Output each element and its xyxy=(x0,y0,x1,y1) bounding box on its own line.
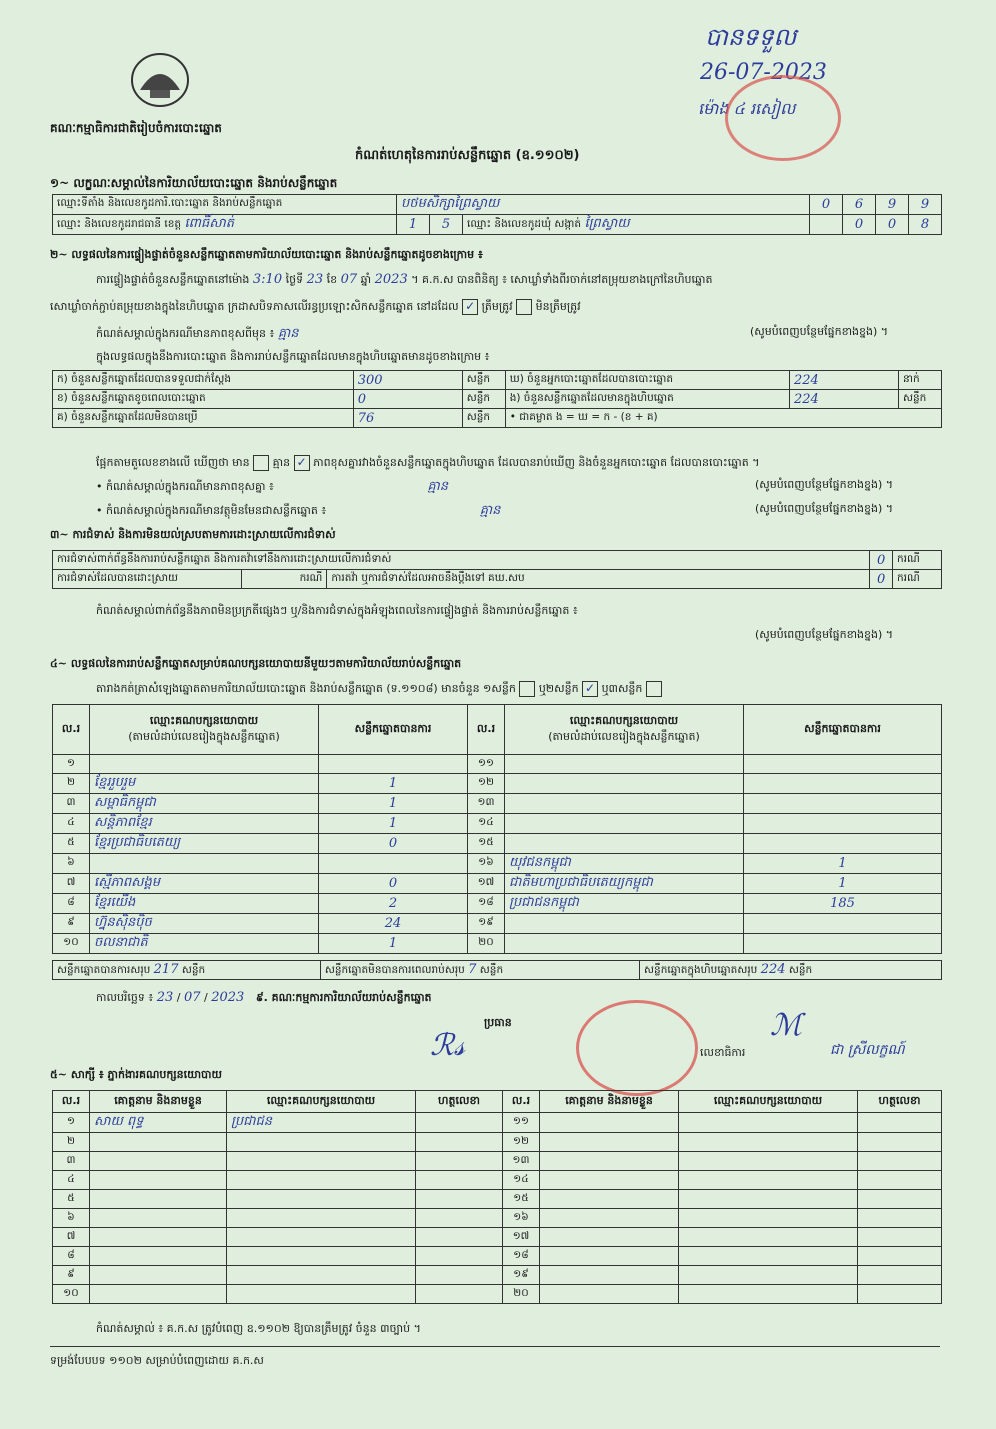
secretary-signature: ℳ xyxy=(770,1008,803,1043)
row-number: ៣ xyxy=(53,794,90,814)
footer-form: ទម្រង់បែបបទ ១១០២ សម្រាប់បំពេញដោយ គ.ក.ស xyxy=(50,1354,264,1367)
row-number: ១០ xyxy=(53,934,90,954)
party-votes xyxy=(744,794,942,814)
witness-name xyxy=(540,1285,679,1304)
row-number: ១៤ xyxy=(503,1171,540,1190)
party-name xyxy=(505,755,744,774)
province-code-digit: 1 xyxy=(397,215,430,235)
province-value: ពោធិ៍សាត់ xyxy=(184,216,234,231)
station-label: ឈ្មោះទីតាំង និងលេខកូដការិ.បោះឆ្នោត និងរាប់សន្លឹកឆ្នោត xyxy=(53,195,397,215)
witness-signature xyxy=(858,1209,942,1228)
correct-checkbox[interactable]: ✓ xyxy=(462,299,478,315)
row-number: ១៥ xyxy=(503,1190,540,1209)
diff-hint: (សូមបំពេញបន្ថែមផ្នែកខាងខ្នង) ។ xyxy=(755,478,894,491)
station-code-digit: 6 xyxy=(843,195,876,215)
station-code-digit: 9 xyxy=(909,195,942,215)
witness-signature xyxy=(416,1285,503,1304)
table-row xyxy=(53,1133,942,1152)
ballot-count-table xyxy=(52,370,942,428)
commune-code-digit: 0 xyxy=(876,215,909,235)
party-votes xyxy=(744,774,942,794)
witness-name xyxy=(90,1133,227,1152)
row-number: ៩ xyxy=(53,914,90,934)
witness-signature xyxy=(858,1285,942,1304)
secretary-name: ជា ស្រីលក្ខណ៍ xyxy=(830,1042,905,1058)
totals-table: សន្លឹកឆ្នោតបានការសរុប 217 សន្លឹក សន្លឹកឆ្នោតមិនបានការពេលរាប់សរុប 7 សន្លឹក សន្លឹកឆ្នោតក្នុងហិបឆ្នោតសរុប 224 សន្លឹក xyxy=(52,960,942,980)
party-votes xyxy=(319,854,468,874)
row-number: ១៦ xyxy=(503,1209,540,1228)
witness-party xyxy=(679,1133,858,1152)
table-row xyxy=(53,934,942,954)
row-number: ៧ xyxy=(53,1228,90,1247)
table-row xyxy=(53,1171,942,1190)
sheet-count-line: តារាងកត់ត្រាសំឡេងឆ្នោតតាមការិយាល័យបោះឆ្នោត និងរាប់សន្លឹកឆ្នោត (ទ.១១០៨) មានចំនួន ១សន្លឹក ឬ២សន្លឹក ✓ ឬ៣សន្លឹក xyxy=(96,681,662,698)
table-row: ខ) ចំនួនសន្លឹកឆ្នោតខូចពេលបោះឆ្នោត 0 សន្លឹក ង) ចំនួនសន្លឹកឆ្នោតដែលមានក្នុងហិបឆ្នោត 224 សន្លឹក xyxy=(53,390,942,409)
commune-value: ព្រៃស្វាយ xyxy=(584,216,630,231)
table-row xyxy=(53,1113,942,1133)
witness-signature xyxy=(858,1228,942,1247)
row-number: ៨ xyxy=(53,1247,90,1266)
no-diff-checkbox[interactable]: ✓ xyxy=(294,455,310,471)
witness-signature xyxy=(858,1171,942,1190)
total-valid: 217 xyxy=(153,961,179,977)
province-label: ឈ្មោះ និងលេខកូដរាជធានី ខេត្ត xyxy=(57,218,182,230)
secretary-label: លេខាធិការ xyxy=(700,1046,746,1059)
chair-signature: ℛ𝓈 xyxy=(430,1028,465,1063)
verify-time: 3:10 xyxy=(252,272,283,287)
one-sheet-checkbox[interactable] xyxy=(519,681,535,697)
row-number: ២ xyxy=(53,1133,90,1152)
total-box: 224 xyxy=(760,961,786,977)
party-votes: 1 xyxy=(319,934,468,954)
row-number: ៧ xyxy=(53,874,90,894)
row-number: ១៩ xyxy=(468,914,505,934)
table-row xyxy=(53,794,942,814)
witness-party xyxy=(679,1171,858,1190)
three-sheet-checkbox[interactable] xyxy=(646,681,662,697)
row-number: ៥ xyxy=(53,834,90,854)
emblem-icon xyxy=(128,50,192,108)
party-name: ស្មើភាពសង្គម xyxy=(90,874,319,894)
verification-line2: សោឃ្លាំចាក់ភ្ជាប់តម្រុយខាងក្នុងនៃហិបឆ្នោត ក្រដាសបិទភាសលើរន្ធប្រឡោះសិកសន្លឹកឆ្នោត នៅដដែល ✓ ត្រឹមត្រូវ មិនត្រឹមត្រូវ xyxy=(50,299,581,313)
witness-signature xyxy=(416,1152,503,1171)
station-value: បថមសិក្សាព្រៃស្វាយ xyxy=(397,195,810,215)
objection-hint: (សូមបំពេញបន្ថែមផ្នែកខាងខ្នង) ។ xyxy=(755,628,894,641)
committee-stamp-icon xyxy=(576,1000,698,1096)
witness-name xyxy=(90,1266,227,1285)
row-number: ១២ xyxy=(503,1133,540,1152)
station-table xyxy=(52,194,942,235)
org-name: គណៈកម្មាធិការជាតិរៀបចំការបោះឆ្នោត xyxy=(50,121,222,135)
row-number: ១៤ xyxy=(468,814,505,834)
section1-title: ១~ លក្ខណៈសម្គាល់នៃការិយាល័យបោះឆ្នោត និងរាប់សន្លឹកឆ្នោត xyxy=(50,176,338,190)
row-number: ៩ xyxy=(53,1266,90,1285)
party-votes: 1 xyxy=(744,854,942,874)
witness-table: ល.រ គោត្តនាម និងនាមខ្លួន ឈ្មោះគណបក្សនយោបាយ ហត្ថលេខា ល.រ គោត្តនាម និងនាមខ្លួន ឈ្មោះគណបក្សនយោបាយ ហត្ថលេខា ១ សាយ ពុទ្ធ ប្រជាជន ១១ ២ ១២ ៣ ១៣ ៤ ១៤ ៥ ១៥ ៦ ១៦ ៧ ១៧ ៨ ១៨ ៩ ១៩ ១០ ២០ xyxy=(52,1090,942,1304)
verify-year: 2023 xyxy=(374,272,408,287)
row-number: ៣ xyxy=(53,1152,90,1171)
witness-party xyxy=(679,1209,858,1228)
party-name: យុវជនកម្ពុជា xyxy=(505,854,744,874)
witness-name xyxy=(540,1133,679,1152)
witness-signature xyxy=(858,1247,942,1266)
table-row xyxy=(53,1209,942,1228)
commune-code-digit: 8 xyxy=(909,215,942,235)
row-number: ២ xyxy=(53,774,90,794)
witness-signature xyxy=(416,1113,503,1133)
witness-signature xyxy=(858,1113,942,1133)
row-number: ១២ xyxy=(468,774,505,794)
party-name xyxy=(90,854,319,874)
row-number: ១៧ xyxy=(468,874,505,894)
witness-name xyxy=(540,1171,679,1190)
two-sheet-checkbox[interactable]: ✓ xyxy=(582,681,598,697)
witness-name xyxy=(540,1209,679,1228)
witness-name xyxy=(90,1228,227,1247)
party-name: ខ្មែររួបរួម xyxy=(90,774,319,794)
chair-label: ប្រធាន xyxy=(484,1016,512,1029)
witness-signature xyxy=(416,1266,503,1285)
table-row xyxy=(53,834,942,854)
witness-party xyxy=(679,1247,858,1266)
commune-label: ឈ្មោះ និងលេខកូដឃុំ សង្កាត់ xyxy=(467,218,582,230)
section3-title: ៣~ ការជំទាស់ និងការមិនយល់ស្របតាមការដោះស្រាយលើការជំទាស់ xyxy=(50,528,336,541)
witness-signature xyxy=(858,1190,942,1209)
party-votes xyxy=(319,755,468,774)
witness-signature xyxy=(858,1152,942,1171)
footer-divider xyxy=(50,1346,940,1347)
table-row xyxy=(53,874,942,894)
row-number: ១១ xyxy=(503,1113,540,1133)
witness-signature xyxy=(416,1209,503,1228)
row-number: ១៣ xyxy=(468,794,505,814)
total-invalid: 7 xyxy=(468,961,477,977)
witness-name xyxy=(540,1113,679,1133)
party-name: ជាតិមហាប្រជាធិបតេយ្យកម្ពុជា xyxy=(505,874,744,894)
witness-signature xyxy=(416,1247,503,1266)
form-title: កំណត់ហេតុនៃការរាប់សន្លឹកឆ្នោត (ឧ.១១០២) xyxy=(355,148,580,163)
witness-party xyxy=(679,1113,858,1133)
party-name: សម្ពាធិកម្ពុជា xyxy=(90,794,319,814)
table-row: ការជំទាស់ពាក់ព័ន្ធនឹងការរាប់សន្លឹកឆ្នោត និងការតវ៉ាទៅនឹងការដោះស្រាយលើការជំទាស់ 0 ករណី xyxy=(53,551,942,570)
party-votes: 1 xyxy=(319,774,468,794)
party-results-table: ល.រ ឈ្មោះគណបក្សនយោបាយ (តាមលំដាប់លេខរៀងក្នុងសន្លឹកឆ្នោត) សន្លឹកឆ្នោតបានការ ល.រ ឈ្មោះគណបក្សនយោបាយ (តាមលំដាប់លេខរៀងក្នុងសន្លឹកឆ្នោត) សន្លឹកឆ្នោតបានការ ១ ១១ ២ ខ្មែររួបរួម 1 ១២ ៣ សម្ពាធិកម្ពុជា 1 ១៣ ៤ សន្តិភាពខ្មែរ 1 ១៤ ៥ ខ្មែរប្រជាធិបតេយ្យ 0 ១៥ ៦ ១៦ យុវជនកម្ពុជា 1 ៧ ស្មើភាពសង្គម 0 ១៧ ជាតិមហាប្រជាធិបតេយ្យកម្ពុជា 1 ៨ ខ្មែរយើង 2 ១៨ ប្រជាជនកម្ពុជា 185 ៩ ហ្វ៊ុនស៊ិនប៉ិច 24 ១៩ ១០ ចលនាជាតិ 1 ២០ xyxy=(52,704,942,954)
party-name: ហ្វ៊ុនស៊ិនប៉ិច xyxy=(90,914,319,934)
table-row xyxy=(53,774,942,794)
official-stamp-icon xyxy=(725,75,841,161)
witness-party xyxy=(679,1152,858,1171)
table-row: ការជំទាស់ដែលបានដោះស្រាយ ករណី ការតវ៉ា ឬការជំទាស់ដែលអាចនឹងប្តឹងទៅ គឃ.សប 0 ករណី xyxy=(53,570,942,589)
received-label: បានទទួល xyxy=(705,23,797,51)
row-number: ៨ xyxy=(53,894,90,914)
party-votes xyxy=(744,934,942,954)
witness-signature xyxy=(416,1133,503,1152)
row-number: ១ xyxy=(53,1113,90,1133)
row-number: ១៣ xyxy=(503,1152,540,1171)
objection-note: កំណត់សម្គាល់ពាក់ព័ន្ធនឹងភាពមិនប្រក្រតីផ្សេងៗ ឬ/និងការជំទាស់ក្នុងអំឡុងពេលនៃការផ្ទៀងផ្ទាត់ និងការរាប់សន្លឹកឆ្នោត ៖ xyxy=(96,604,578,617)
party-name xyxy=(505,794,744,814)
table-row: ក) ចំនួនសន្លឹកឆ្នោតដែលបានទទួលជាក់ស្តែង 300 សន្លឹក ឃ) ចំនួនអ្នកបោះឆ្នោតដែលបានបោះឆ្នោត 224 នាក់ xyxy=(53,371,942,390)
party-votes xyxy=(744,834,942,854)
witness-name xyxy=(90,1209,227,1228)
witness-name xyxy=(90,1190,227,1209)
table-row xyxy=(53,755,942,774)
section2-title: ២~ លទ្ធផលនៃការផ្ទៀងផ្ទាត់ចំនួនសន្លឹកឆ្នោតតាមការិយាល័យបោះឆ្នោត និងរាប់សន្លឹកឆ្នោតដូចខាងក្រោម ៖ xyxy=(50,248,483,261)
witness-party xyxy=(227,1209,416,1228)
has-diff-checkbox[interactable] xyxy=(253,455,269,471)
party-name: ប្រជាជនកម្ពុជា xyxy=(505,894,744,914)
province-code-digit: 5 xyxy=(430,215,463,235)
party-votes: 0 xyxy=(319,834,468,854)
footer-note: កំណត់សម្គាល់ ៖ គ.ក.ស ត្រូវបំពេញ ឧ.១១០២ ឱ្យបានត្រឹមត្រូវ ចំនួន ៣ច្បាប់ ។ xyxy=(96,1322,421,1335)
table-row xyxy=(53,1266,942,1285)
party-votes xyxy=(744,755,942,774)
row-number: ១៦ xyxy=(468,854,505,874)
row-number: ៦ xyxy=(53,1209,90,1228)
row-number: ១០ xyxy=(53,1285,90,1304)
witness-name xyxy=(540,1266,679,1285)
witness-party xyxy=(227,1285,416,1304)
received-date: 26-07-2023 xyxy=(700,60,827,85)
note-line: កំណត់សម្គាល់ក្នុងករណីមានភាពខុសពីមុន ៖ គ្មាន xyxy=(96,326,299,341)
witness-name xyxy=(540,1190,679,1209)
party-name: ចលនាជាតិ xyxy=(90,934,319,954)
witness-name xyxy=(540,1152,679,1171)
objection-table xyxy=(52,550,942,589)
party-votes xyxy=(744,914,942,934)
compare-line: ផ្អែកតាមតួលេខខាងលើ ឃើញថា មាន គ្មាន ✓ ភាពខុសគ្នារវាងចំនួនសន្លឹកឆ្នោតក្នុងហិបឆ្នោត ដែលបានរាប់ឃើញ និងចំនួនអ្នកបោះឆ្នោត ដែលបានបោះឆ្នោត ។ xyxy=(96,455,760,469)
row-number: ១៩ xyxy=(503,1266,540,1285)
section4-title: ៤~ លទ្ធផលនៃការរាប់សន្លឹកឆ្នោតសម្រាប់គណបក្សនយោបាយនីមួយៗតាមការិយាល័យរាប់សន្លឹកឆ្នោត xyxy=(50,657,462,670)
witness-party xyxy=(227,1133,416,1152)
witness-signature xyxy=(858,1266,942,1285)
witness-party xyxy=(679,1228,858,1247)
received-time: ម៉ោង ៤ រសៀល xyxy=(698,99,796,118)
party-votes: 0 xyxy=(319,874,468,894)
table-row xyxy=(53,1247,942,1266)
row-number: ២០ xyxy=(503,1285,540,1304)
party-votes: 1 xyxy=(744,874,942,894)
verify-month: 07 xyxy=(340,272,358,287)
row-number: ៤ xyxy=(53,814,90,834)
witness-party xyxy=(679,1266,858,1285)
table-row xyxy=(53,1285,942,1304)
witness-name xyxy=(90,1285,227,1304)
party-votes: 1 xyxy=(319,794,468,814)
witness-party xyxy=(227,1190,416,1209)
witness-signature xyxy=(416,1171,503,1190)
party-name xyxy=(505,814,744,834)
party-name xyxy=(505,914,744,934)
note-hint: (សូមបំពេញបន្ថែមផ្នែកខាងខ្នង) ។ xyxy=(750,325,889,338)
note-value: គ្មាន xyxy=(277,326,299,341)
party-name: ខ្មែរប្រជាធិបតេយ្យ xyxy=(90,834,319,854)
table-row: គ) ចំនួនសន្លឹកឆ្នោតដែលមិនបានប្រើ 76 សន្លឹក • ជាគម្លាត ង = ឃ = ក - (ខ + គ) xyxy=(53,409,942,428)
row-number: ១៨ xyxy=(468,894,505,914)
party-votes: 1 xyxy=(319,814,468,834)
row-number: ៥ xyxy=(53,1190,90,1209)
witness-party xyxy=(227,1228,416,1247)
party-votes: 185 xyxy=(744,894,942,914)
party-name xyxy=(505,934,744,954)
table-row xyxy=(53,914,942,934)
party-name xyxy=(505,774,744,794)
table-row xyxy=(53,854,942,874)
witness-party xyxy=(227,1266,416,1285)
witness-party xyxy=(679,1285,858,1304)
witness-name: សាយ ពុទ្ធ xyxy=(90,1113,227,1133)
table-row xyxy=(53,814,942,834)
row-number: ១៧ xyxy=(503,1228,540,1247)
witness-party xyxy=(679,1190,858,1209)
witness-signature xyxy=(416,1228,503,1247)
result-intro: ក្នុងលទ្ធផលក្នុងនឹងការបោះឆ្នោត និងការរាប់សន្លឹកឆ្នោតដែលមានក្នុងហិបឆ្នោតមានដូចខាងក្រោម ៖ xyxy=(96,350,490,363)
witness-party xyxy=(227,1247,416,1266)
witness-party xyxy=(227,1171,416,1190)
row-number: ១៨ xyxy=(503,1247,540,1266)
witness-name xyxy=(90,1171,227,1190)
table-row xyxy=(53,894,942,914)
party-name xyxy=(90,755,319,774)
nonballot-hint: (សូមបំពេញបន្ថែមផ្នែកខាងខ្នង) ។ xyxy=(755,502,894,515)
row-number: ៦ xyxy=(53,854,90,874)
table-row xyxy=(53,1152,942,1171)
witness-name xyxy=(90,1247,227,1266)
witness-signature xyxy=(858,1133,942,1152)
commune-code-digit: 0 xyxy=(843,215,876,235)
incorrect-checkbox[interactable] xyxy=(516,299,532,315)
party-votes xyxy=(744,814,942,834)
party-name: ខ្មែរយើង xyxy=(90,894,319,914)
party-votes: 2 xyxy=(319,894,468,914)
station-code-digit: 0 xyxy=(810,195,843,215)
party-name xyxy=(505,834,744,854)
diff-note: • កំណត់សម្គាល់ក្នុងករណីមានភាពខុសគ្នា ៖ គ្មាន xyxy=(96,479,448,494)
row-number: ១៥ xyxy=(468,834,505,854)
nonballot-note: • កំណត់សម្គាល់ក្នុងករណីមានវត្ថុមិនមែនជាសន្លឹកឆ្នោត ៖ គ្មាន xyxy=(96,503,501,518)
row-number: ១១ xyxy=(468,755,505,774)
witness-party xyxy=(227,1152,416,1171)
date-line: កាលបរិច្ឆេទ ៖ 23 / 07 / 2023 ៩. គណៈកម្មការការិយាល័យរាប់សន្លឹកឆ្នោត xyxy=(96,990,432,1005)
witness-name xyxy=(90,1152,227,1171)
table-row xyxy=(53,1228,942,1247)
party-votes: 24 xyxy=(319,914,468,934)
section5-title: ៥~ សាក្សី ៖ ភ្នាក់ងារគណបក្សនយោបាយ xyxy=(50,1068,223,1081)
row-number: ១ xyxy=(53,755,90,774)
witness-signature xyxy=(416,1190,503,1209)
station-code-digit: 9 xyxy=(876,195,909,215)
witness-name xyxy=(540,1247,679,1266)
row-number: ២០ xyxy=(468,934,505,954)
witness-party: ប្រជាជន xyxy=(227,1113,416,1133)
party-name: សន្តិភាពខ្មែរ xyxy=(90,814,319,834)
verification-line1: ការផ្ទៀងផ្ទាត់ចំនួនសន្លឹកឆ្នោតនៅម៉ោង 3:10 ថ្ងៃទី 23 ខែ 07 ឆ្នាំ 2023 ។ គ.ក.ស បានពិនិត្យ ៖ សោឃ្លាំទាំងពីរចាក់នៅតម្រុយខាងក្រៅនៃហិបឆ្នោត xyxy=(96,272,713,287)
verify-day: 23 xyxy=(306,272,324,287)
row-number: ៤ xyxy=(53,1171,90,1190)
witness-name xyxy=(540,1228,679,1247)
table-row xyxy=(53,1190,942,1209)
